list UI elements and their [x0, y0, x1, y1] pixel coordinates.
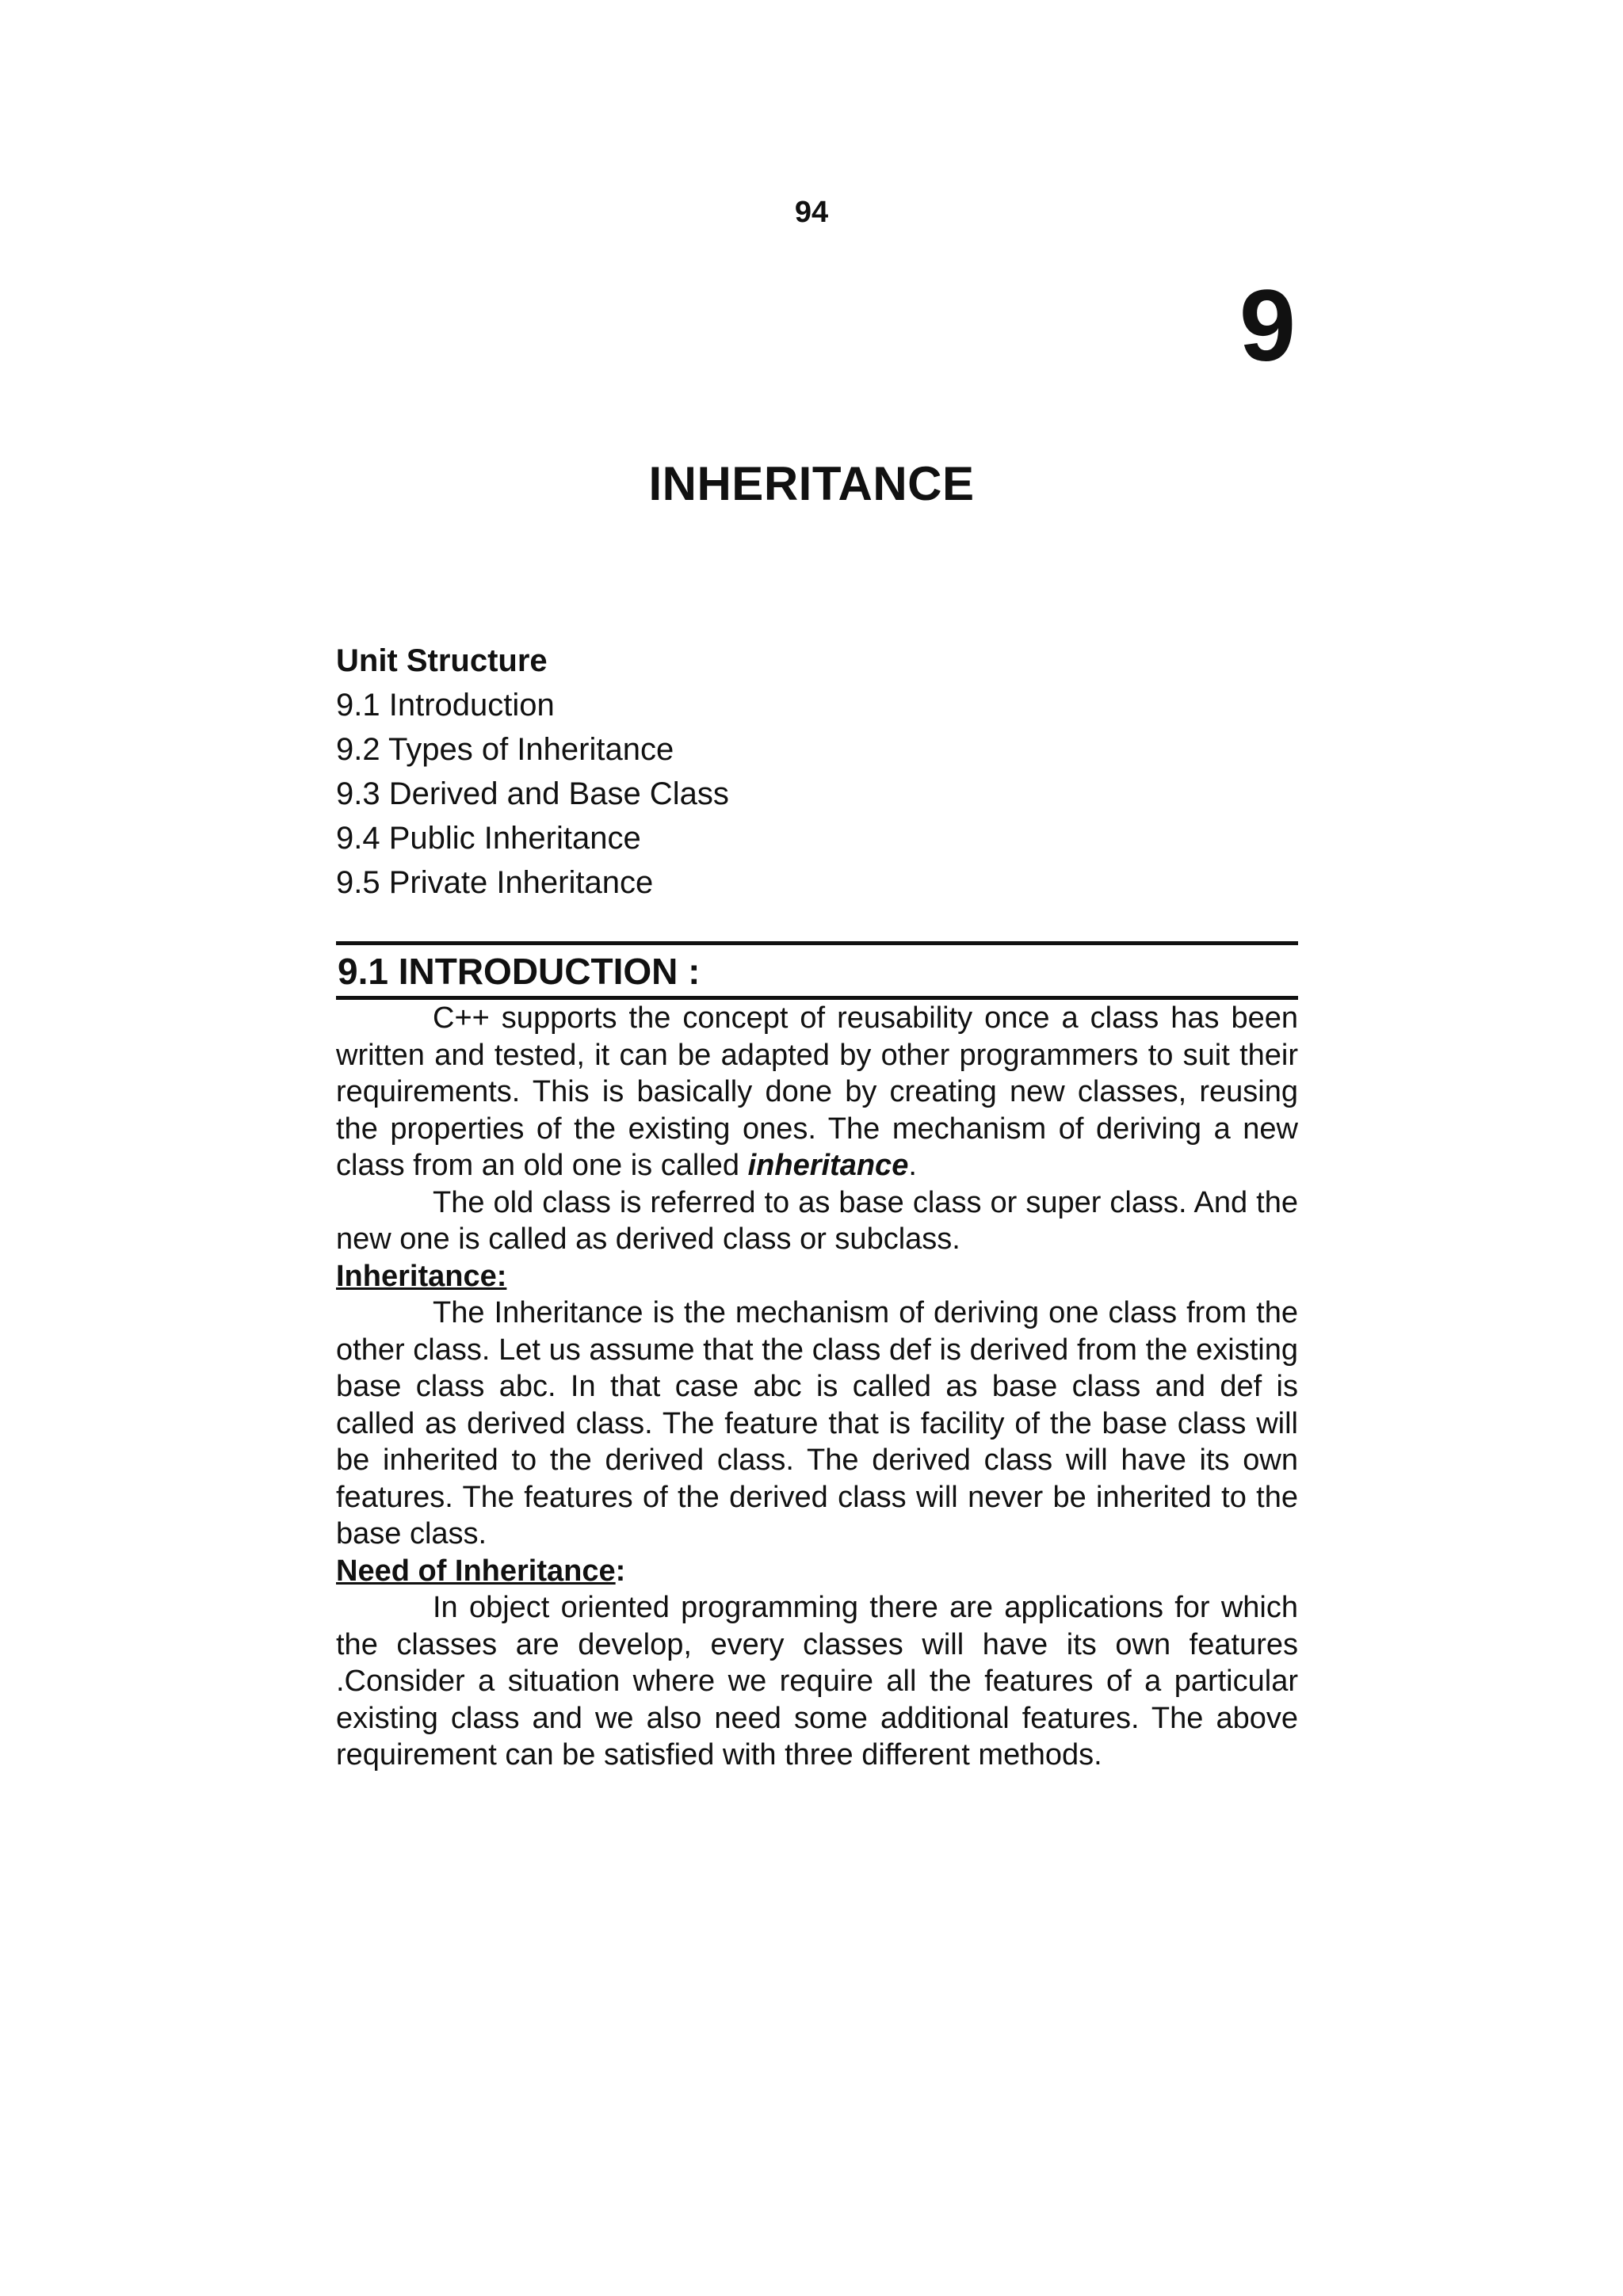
chapter-number: 9	[1239, 269, 1296, 383]
need-subheading-text: Need of Inheritance	[336, 1554, 616, 1588]
section-heading-bar	[336, 941, 1298, 1000]
intro-paragraph	[336, 1000, 1298, 1184]
need-subheading-colon: :	[615, 1554, 626, 1588]
unit-structure-item: 9.4 Public Inheritance	[336, 821, 641, 856]
unit-structure-heading: Unit Structure	[336, 643, 548, 678]
intro-paragraph-text: C++ supports the concept of reusability once a class has been written and tested, it can be adapted by other programmers to suit their requirements. This is basically done by creating new classes, reusing the properties of the existing ones. The mechanism of deriving a new class from an old one is called	[336, 1001, 1298, 1182]
unit-structure-item: 9.5 Private Inheritance	[336, 865, 654, 900]
chapter-title: INHERITANCE	[648, 457, 975, 510]
unit-structure	[336, 639, 1298, 905]
need-paragraph: In object oriented programming there are applications for which the classes are develop, every classes will have its own features .Consider a situation where we require all the features of a particular existing class and we also need some additional features. The above requirement can be satisfied with three different methods.	[336, 1591, 1298, 1772]
intro-paragraph-end: .	[908, 1149, 917, 1182]
page-number: 94	[794, 196, 829, 229]
inheritance-paragraph: The Inheritance is the mechanism of deriving one class from the other class. Let us assume that the class def is derived from the existing base class abc. In that case abc is called as base class and def is called as derived class. The feature that is facility of the base class will be inherited to the derived class. The derived class will have its own features. The features of the derived class will never be inherited to the base class.	[336, 1296, 1298, 1550]
page-content	[336, 639, 1298, 1774]
inheritance-term: inheritance	[747, 1149, 909, 1182]
section-heading: 9.1 INTRODUCTION :	[338, 951, 701, 992]
unit-structure-item: 9.1 Introduction	[336, 688, 555, 723]
unit-structure-item: 9.3 Derived and Base Class	[336, 776, 729, 811]
unit-structure-item: 9.2 Types of Inheritance	[336, 732, 674, 767]
inheritance-subheading	[336, 1258, 1298, 1295]
base-derived-paragraph: The old class is referred to as base class or super class. And the new one is called as derived class or subclass.	[336, 1185, 1298, 1256]
inheritance-subheading-text: Inheritance:	[336, 1259, 507, 1293]
unit-structure-list	[336, 683, 1298, 905]
need-subheading	[336, 1553, 1298, 1590]
